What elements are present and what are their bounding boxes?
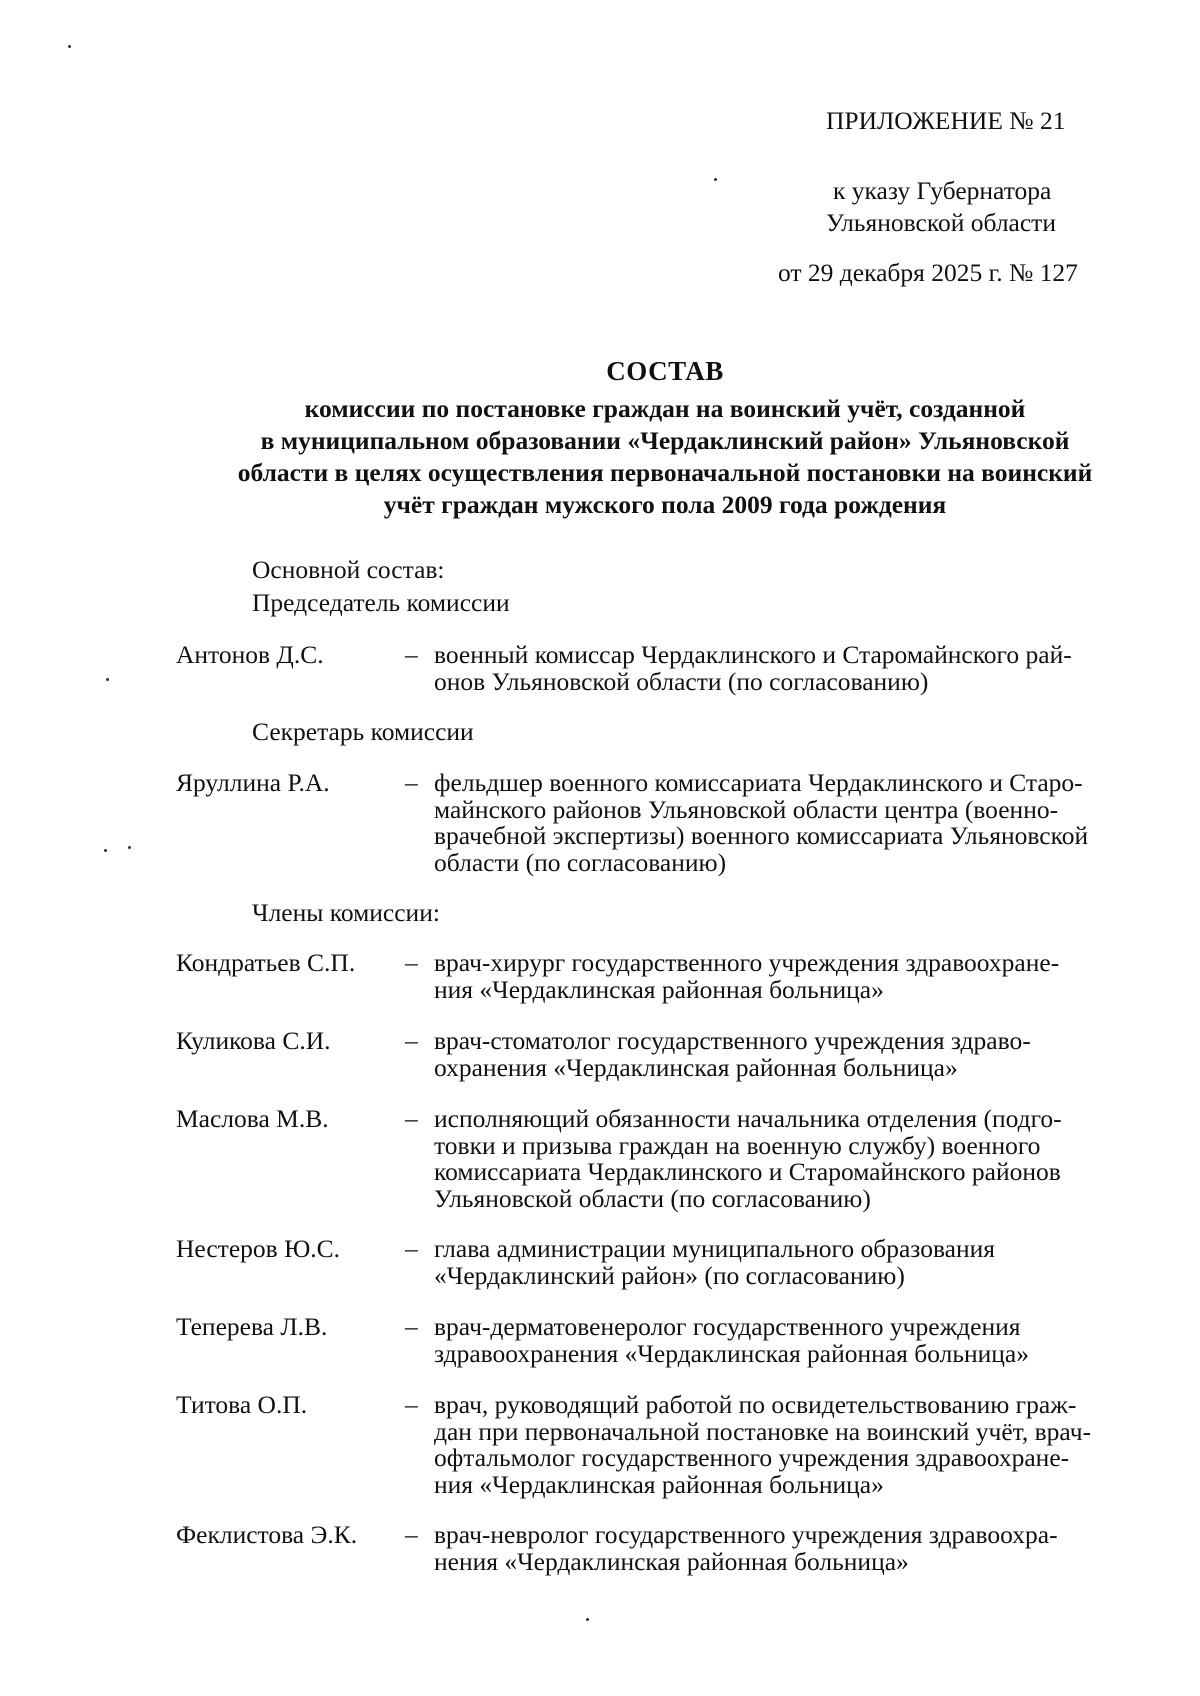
scan-speck [104,849,107,852]
role-line: майнского районов Ульяновской области центра (военно- [434,794,1059,824]
role-line: исполняющий обязанности начальника отделения (подго- [434,1104,1062,1133]
role-line: врач-хирург государственного учреждения здравоохране- [434,948,1060,977]
dash-separator: – [405,1312,418,1341]
member-name: Феклистова Э.К. [176,1520,358,1549]
dash-separator: – [405,1520,418,1549]
dash-separator: – [405,1390,418,1419]
header-date-number: от 29 декабря 2025 г. № 127 [778,258,1078,287]
role-line: врач-стоматолог государственного учреждения здраво- [434,1026,1031,1055]
dash-separator: – [405,1104,418,1133]
header-region: Ульяновской области [826,208,1056,237]
role-line: ния «Чердаклинская районная больница» [434,1469,884,1499]
role-line: военный комиссар Чердаклинского и Старомайнского рай- [434,640,1072,669]
member-name: Куликова С.И. [176,1026,331,1055]
subtitle-line: области в целях осуществления первоначальной постановки на воинский [237,458,1093,487]
dash-separator: – [405,1026,418,1055]
section-main-composition: Основной состав: [252,555,445,584]
section-chairman: Председатель комиссии [252,588,510,617]
member-role [434,1106,1156,1212]
role-line: охранения «Чердаклинская районная больница» [434,1052,958,1082]
member-name: Яруллина Р.А. [176,768,330,797]
role-line: нения «Чердаклинская районная больница» [434,1546,909,1576]
role-line: области (по согласованию) [434,847,727,877]
role-line: фельдшер военного комиссариата Чердаклинского и Старо- [434,768,1083,797]
role-line: глава администрации муниципального образования [434,1234,995,1263]
member-role [434,770,1156,876]
member-name: Маслова М.В. [176,1104,329,1133]
title-block [170,356,1160,521]
role-line: онов Ульяновской области (по согласованию) [434,666,929,696]
member-name: Титова О.П. [176,1390,308,1419]
scan-speck [106,678,109,681]
member-role [434,642,1156,695]
member-name: Кондратьев С.П. [176,948,356,977]
scan-speck [68,45,71,48]
member-role [434,1392,1156,1498]
document-subtitle [170,393,1160,521]
role-line: врач, руководящий работой по освидетельствованию граж- [434,1390,1077,1419]
subtitle-line: учёт граждан мужского пола 2009 года рождения [383,490,947,519]
member-role [434,950,1156,1003]
scan-speck [128,846,131,849]
subtitle-line: в муниципальном образовании «Чердаклинский район» Ульяновской [260,426,1070,455]
header-to-decree: к указу Губернатора [833,176,1052,205]
role-line: комиссариата Чердаклинского и Старомайнского районов [434,1157,1061,1186]
role-line: Ульяновской области (по согласованию) [434,1183,871,1213]
member-name: Антонов Д.С. [176,640,324,669]
role-line: офтальмолог государственного учреждения здравоохране- [434,1443,1070,1472]
member-role [434,1028,1156,1081]
member-role [434,1314,1156,1367]
role-line: товки и призыва граждан на военную службу) военного [434,1130,1041,1160]
member-role [434,1522,1156,1575]
dash-separator: – [405,640,418,669]
role-line: врач-дерматовенеролог государственного учреждения [434,1312,1021,1341]
dash-separator: – [405,1234,418,1263]
role-line: дан при первоначальной постановке на воинский учёт, врач- [434,1416,1092,1446]
member-name: Нестеров Ю.С. [176,1234,341,1263]
member-role [434,1236,1156,1289]
dash-separator: – [405,948,418,977]
role-line: здравоохранения «Чердаклинская районная больница» [434,1338,1029,1368]
dash-separator: – [405,768,418,797]
role-line: врач-невролог государственного учреждения здравоохра- [434,1520,1058,1549]
header-appendix: ПРИЛОЖЕНИЕ № 21 [826,106,1066,135]
role-line: ния «Чердаклинская районная больница» [434,974,884,1004]
role-line: «Чердаклинский район» (по согласованию) [434,1260,905,1290]
scan-speck [586,1618,589,1621]
scan-speck [714,178,717,181]
role-line: врачебной экспертизы) военного комиссариата Ульяновской [434,821,1089,850]
document-title: СОСТАВ [606,356,724,386]
subtitle-line: комиссии по постановке граждан на воинский учёт, созданной [304,394,1026,423]
member-name: Теперева Л.В. [176,1312,328,1341]
section-secretary: Секретарь комиссии [252,717,474,746]
section-members: Члены комиссии: [252,898,440,927]
